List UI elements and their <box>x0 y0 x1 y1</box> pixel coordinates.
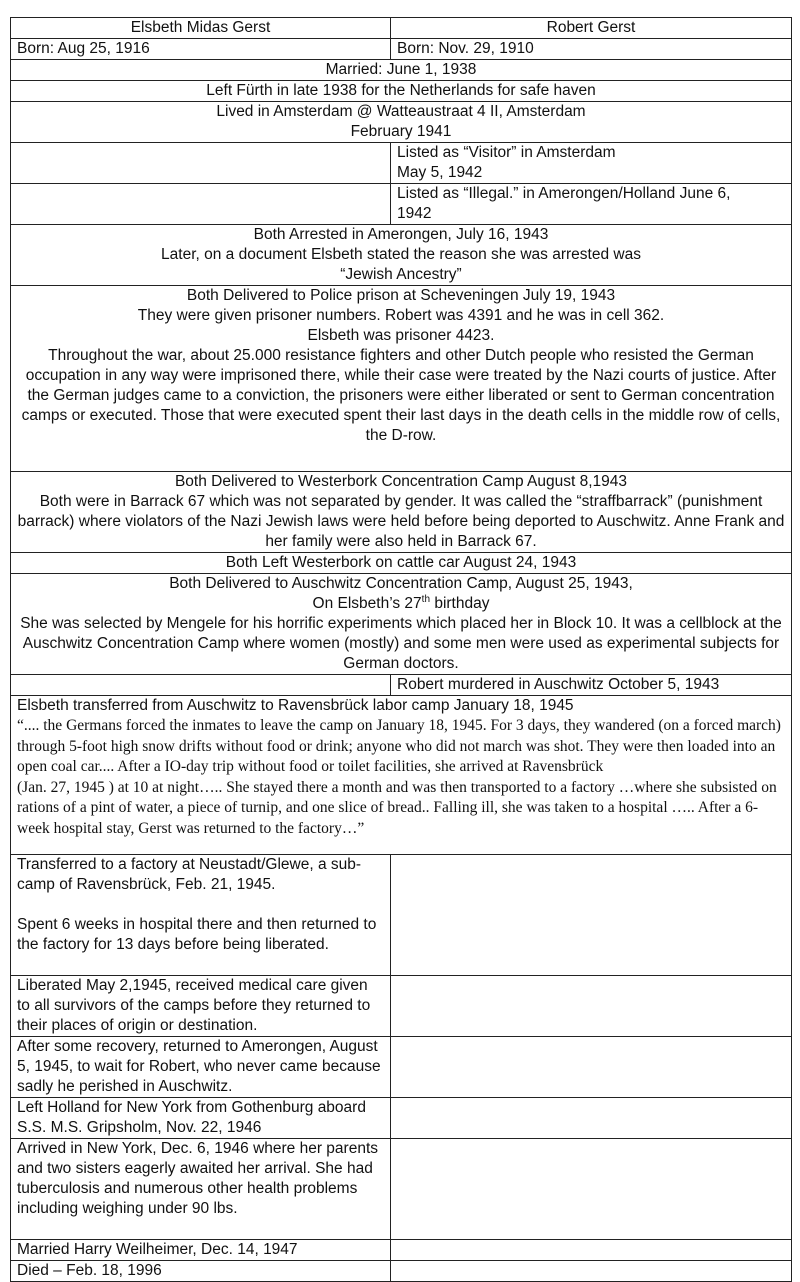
left-holland-cell: Left Holland for New York from Gothenburg aboard S.S. M.S. Gripsholm, Nov. 22, 1946 <box>11 1098 391 1139</box>
auschwitz-birthday <box>17 594 785 614</box>
ravensbruck-row <box>11 696 792 855</box>
visitor-line: Listed as “Visitor” in Amsterdam <box>397 144 616 161</box>
recovery-cell: After some recovery, returned to Amerongen, August 5, 1945, to wait for Robert, who never came because sadly he perished in Auschwitz. <box>11 1037 391 1098</box>
ravensbruck-title: Elsbeth transferred from Auschwitz to Ravensbrück labor camp January 18, 1945 <box>17 697 574 714</box>
arrested-quote: “Jewish Ancestry” <box>340 266 462 283</box>
neustadt-transfer: Transferred to a factory at Neustadt/Glewe, a sub-camp of Ravensbrück, Feb. 21, 1945. <box>17 856 362 893</box>
westerbork-paragraph: Both were in Barrack 67 which was not separated by gender. It was called the “straffbarrack” (punishment barrack) where violators of the Nazi Jewish laws were held before being deported to Auschwitz. Anne Frank and her family were also held in Barrack 67. <box>17 493 785 550</box>
arrested-cell <box>11 225 792 286</box>
left-furth-row <box>11 81 792 102</box>
auschwitz-title: Both Delivered to Auschwitz Concentration Camp, August 25, 1943, <box>169 575 633 592</box>
ravensbruck-quote-2: (Jan. 27, 1945 ) at 10 at night….. She stayed there a month and was then transported to a factory …where she subsisted on rations of a pint of water, a piece of turnip, and one slice of bread.. Falling ill, she was taken to a hospital ….. After a 6-week hospital stay, Gerst was returned to the factory…” <box>17 778 777 837</box>
illegal-row <box>11 184 792 225</box>
lived-line: Lived in Amsterdam @ Watteaustraat 4 II, Amsterdam <box>216 103 586 120</box>
arrested-row <box>11 225 792 286</box>
empty-cell <box>391 1261 792 1282</box>
empty-cell <box>391 1098 792 1139</box>
header-robert: Robert Gerst <box>391 18 792 39</box>
left-westerbork-row <box>11 553 792 574</box>
liberated-row <box>11 976 792 1037</box>
recovery-row <box>11 1037 792 1098</box>
empty-cell <box>391 1037 792 1098</box>
visitor-cell <box>391 143 792 184</box>
header-elsbeth: Elsbeth Midas Gerst <box>11 18 391 39</box>
empty-cell <box>11 184 391 225</box>
lived-date: February 1941 <box>350 123 452 140</box>
scheveningen-title: Both Delivered to Police prison at Scheveningen July 19, 1943 <box>186 287 616 304</box>
empty-cell <box>391 1240 792 1261</box>
scheveningen-paragraph: Throughout the war, about 25.000 resistance fighters and other Dutch people who resisted the German occupation in any way were imprisoned there, while their case were treated by the Nazi courts of justice. After the German judges came to a conviction, the prisoners were either liberated or sent to German concentration camps or executed. Those that were executed spent their last days in the death cells in the middle row of cells, the D-row. <box>21 347 781 444</box>
married-row <box>11 60 792 81</box>
died-cell: Died – Feb. 18, 1996 <box>11 1261 391 1282</box>
neustadt-row <box>11 855 792 976</box>
married-harry-cell: Married Harry Weilheimer, Dec. 14, 1947 <box>11 1240 391 1261</box>
born-row <box>11 39 792 60</box>
birthday-text-end: birthday <box>430 595 490 612</box>
visitor-date: May 5, 1942 <box>397 164 483 181</box>
liberated-cell: Liberated May 2,1945, received medical care given to all survivors of the camps before they returned to their places of origin or destination. <box>11 976 391 1037</box>
empty-cell <box>11 143 391 184</box>
born-elsbeth: Born: Aug 25, 1916 <box>11 39 391 60</box>
scheveningen-elsbeth: Elsbeth was prisoner 4423. <box>307 327 495 344</box>
illegal-cell <box>391 184 792 225</box>
robert-murdered-row <box>11 675 792 696</box>
neustadt-cell <box>11 855 391 976</box>
header-row <box>11 18 792 39</box>
timeline-table <box>10 17 792 1282</box>
scheveningen-cell <box>11 286 792 472</box>
married-harry-row <box>11 1240 792 1261</box>
ordinal-suffix: th <box>421 593 431 605</box>
auschwitz-cell <box>11 574 792 675</box>
left-furth-cell: Left Fürth in late 1938 for the Netherlands for safe haven <box>11 81 792 102</box>
birthday-text: On Elsbeth’s 27 <box>312 595 422 612</box>
scheveningen-row <box>11 286 792 472</box>
arrested-line: Both Arrested in Amerongen, July 16, 1943 <box>253 226 549 243</box>
scheveningen-numbers: They were given prisoner numbers. Robert was 4391 and he was in cell 362. <box>137 307 665 324</box>
neustadt-hospital: Spent 6 weeks in hospital there and then returned to the factory for 13 days before being liberated. <box>17 916 377 953</box>
westerbork-row <box>11 472 792 553</box>
westerbork-title: Both Delivered to Westerbork Concentration Camp August 8,1943 <box>174 473 628 490</box>
auschwitz-row <box>11 574 792 675</box>
lived-cell <box>11 102 792 143</box>
robert-murdered-cell: Robert murdered in Auschwitz October 5, 1943 <box>391 675 792 696</box>
empty-cell <box>11 675 391 696</box>
died-row <box>11 1261 792 1282</box>
lived-row <box>11 102 792 143</box>
left-westerbork-cell: Both Left Westerbork on cattle car August 24, 1943 <box>11 553 792 574</box>
auschwitz-paragraph: She was selected by Mengele for his horrific experiments which placed her in Block 10. It was a cellblock at the Auschwitz Concentration Camp where women (mostly) and some men were used as experimental subjects for German doctors. <box>20 615 782 672</box>
arrived-ny-row <box>11 1139 792 1240</box>
ravensbruck-cell <box>11 696 792 855</box>
born-robert: Born: Nov. 29, 1910 <box>391 39 792 60</box>
illegal-line: Listed as “Illegal.” in Amerongen/Holland June 6, <box>397 185 731 202</box>
empty-cell <box>391 976 792 1037</box>
empty-cell <box>391 1139 792 1240</box>
ravensbruck-quote-1: “.... the Germans forced the inmates to leave the camp on January 18, 1945. For 3 days, they wandered (on a forced march) through 5-foot high snow drifts without food or drink; anyone who did not march was shot. They were then loaded into an open coal car.... After a IO-day trip without food or toilet facilities, she arrived at Ravensbrück <box>17 717 781 775</box>
arrested-reason: Later, on a document Elsbeth stated the reason she was arrested was <box>161 246 641 263</box>
married-cell: Married: June 1, 1938 <box>11 60 792 81</box>
westerbork-cell <box>11 472 792 553</box>
illegal-year: 1942 <box>397 205 432 222</box>
visitor-row <box>11 143 792 184</box>
arrived-ny-cell: Arrived in New York, Dec. 6, 1946 where her parents and two sisters eagerly awaited her arrival. She had tuberculosis and numerous other health problems including weighing under 90 lbs. <box>11 1139 391 1240</box>
empty-cell <box>391 855 792 976</box>
left-holland-row <box>11 1098 792 1139</box>
